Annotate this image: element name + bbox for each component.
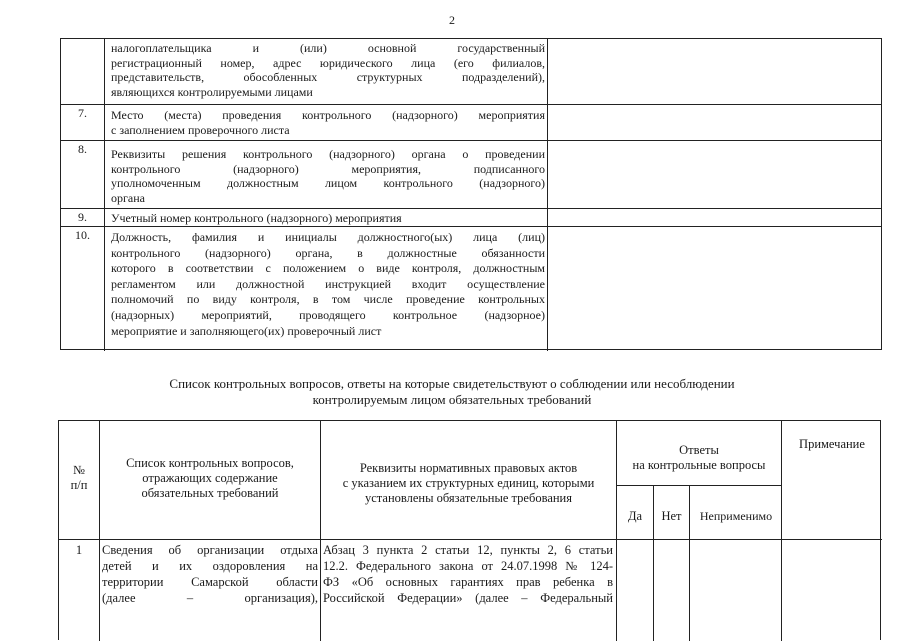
header-requisites: [321, 461, 616, 506]
header-text: №: [73, 463, 85, 477]
header-note: Примечание: [799, 437, 865, 451]
text-line: представительств, обособленных структурных подразделений),: [111, 70, 545, 85]
answer-na-cell[interactable]: [690, 540, 781, 640]
row-text: [111, 211, 545, 226]
header-yes: Да: [627, 509, 643, 523]
header-number: [59, 463, 99, 493]
heading-line: контролируемым лицом обязательных требований: [312, 392, 592, 407]
text-line: Должность, фамилия и инициалы должностного(ых) лица (лиц): [111, 230, 545, 244]
text-line: регламентом или должностной инструкцией входит осуществление: [111, 276, 545, 291]
table-row: [61, 141, 881, 209]
row-text: [111, 41, 545, 99]
row-number: 8.: [61, 141, 105, 208]
text-line: контрольного (надзорного) органа, в должностные обязанности: [111, 245, 545, 260]
table-row: [61, 105, 881, 141]
info-table: [60, 38, 882, 350]
checklist-heading: [0, 376, 904, 408]
table-row: [61, 227, 881, 351]
text-line: налогоплательщика и (или) основной государственный: [111, 41, 545, 55]
table-row: [61, 209, 881, 227]
text-line: контрольного (надзорного) мероприятия, подписанного: [111, 161, 545, 176]
header-answers: [617, 443, 781, 473]
header-questions: [100, 456, 320, 501]
answer-no-cell[interactable]: [654, 540, 689, 640]
text-line: Сведения об организации отдыха: [102, 543, 318, 557]
text-line: которого в соответствии с положением о виде контроля, должностным: [111, 261, 545, 276]
text-line: (далее – организация),: [102, 591, 318, 605]
row-number: 9.: [61, 209, 105, 226]
header-not-applicable: Неприменимо: [699, 509, 773, 523]
text-line: полномочий по виду контроля, в том числе проведение контрольных: [111, 292, 545, 307]
checklist-table: [58, 420, 881, 640]
header-text: обязательных требований: [141, 486, 279, 500]
row-text: [111, 147, 545, 205]
row-number: 1: [75, 543, 83, 557]
text-line: территории Самарской области: [102, 575, 318, 589]
answer-yes-cell[interactable]: [617, 540, 653, 640]
header-text: отражающих содержание: [142, 471, 278, 485]
text-line: с заполнением проверочного листа: [111, 122, 290, 137]
text-line: мероприятие и заполняющего(их) проверочный лист: [111, 323, 382, 338]
text-line: Российской Федерации» (далее – Федеральный: [323, 591, 613, 605]
answer-cell[interactable]: [547, 227, 883, 351]
text-line: (надзорных) мероприятий, проводящего контрольное (надзорное): [111, 307, 545, 322]
header-text: установлены обязательные требования: [365, 491, 572, 505]
header-text: Реквизиты нормативных правовых актов: [359, 461, 578, 475]
page-number: 2: [449, 13, 455, 27]
row-text: [111, 108, 545, 137]
header-text: Ответы: [679, 443, 719, 457]
answer-cell[interactable]: [547, 39, 883, 104]
text-line: органа: [111, 190, 145, 205]
text-line: Место (места) проведения контрольного (надзорного) мероприятия: [111, 108, 545, 122]
answer-cell[interactable]: [547, 105, 883, 140]
answer-cell[interactable]: [547, 141, 883, 208]
text-line: регистрационный номер, адрес юридического лица (его филиалов,: [111, 55, 545, 70]
header-text: п/п: [70, 478, 88, 492]
requisite-cell: [323, 542, 613, 606]
row-text: [111, 230, 545, 339]
note-cell[interactable]: [782, 540, 881, 640]
header-text: Список контрольных вопросов,: [126, 456, 294, 470]
table-row: [61, 39, 881, 105]
question-cell: [102, 542, 318, 606]
header-text: на контрольные вопросы: [632, 458, 766, 472]
text-line: Абзац 3 пункта 2 статьи 12, пункты 2, 6 статьи: [323, 543, 613, 557]
row-number: 10.: [61, 227, 105, 351]
text-line: 12.2. Федерального закона от 24.07.1998 № 124-: [323, 559, 613, 573]
text-line: уполномоченным должностным лицом контрольного (надзорного): [111, 176, 545, 191]
row-number: [61, 39, 105, 104]
row-number: 7.: [61, 105, 105, 140]
header-no: Нет: [661, 509, 682, 523]
header-text: с указанием их структурных единиц, которыми: [342, 476, 595, 490]
text-line: Реквизиты решения контрольного (надзорного) органа о проведении: [111, 147, 545, 161]
heading-line: Список контрольных вопросов, ответы на которые свидетельствуют о соблюдении или несоблюдении: [169, 376, 735, 391]
text-line: детей и их оздоровления на: [102, 559, 318, 573]
text-line: Учетный номер контрольного (надзорного) мероприятия: [111, 211, 402, 225]
text-line: являющихся контролируемыми лицами: [111, 84, 313, 99]
text-line: ФЗ «Об основных гарантиях прав ребенка в: [323, 575, 613, 589]
answer-cell[interactable]: [547, 209, 883, 226]
